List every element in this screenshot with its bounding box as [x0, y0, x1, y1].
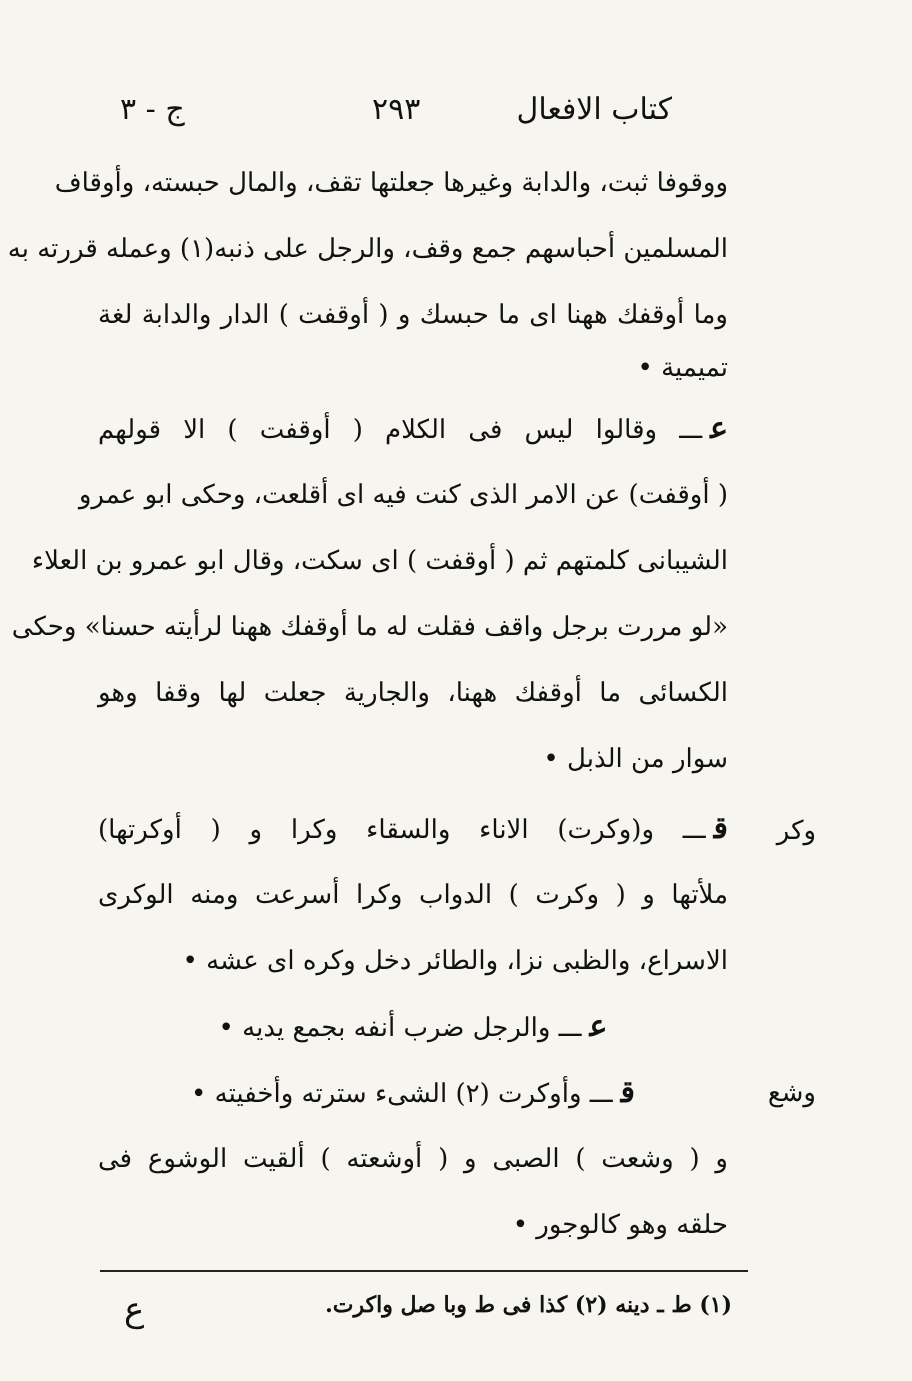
- body-text: [7, 150, 728, 1258]
- margin-root-word: وشع: [767, 1078, 816, 1108]
- text-line: الكسائى ما أوقفك ههنا، والجارية جعلت لها وقفا وهو: [98, 678, 728, 708]
- text-line: ( أوقفت) عن الامر الذى كنت فيه اى أقلعت، وحكى ابو عمرو: [78, 480, 728, 510]
- text-line: ملأتها و ( وكرت ) الدواب وكرا أسرعت ومنه الوكرى: [98, 880, 728, 910]
- section-marker: ع: [589, 1009, 608, 1044]
- section-marker: ق: [713, 811, 728, 846]
- text-line: عـــ والرجل ضرب أنفه بجمع يديه •: [218, 1009, 608, 1044]
- footnote: (١) ط ـ دينه (٢) كذا فى ط وبا صل واكرت.: [325, 1292, 732, 1318]
- text-line: قـــ و(وكرت) الاناء والسقاء وكرا و ( أوكرتها): [98, 811, 728, 846]
- text-line: «لو مررت برجل واقف فقلت له ما أوقفك ههنا لرأيته حسنا» وحكى: [11, 612, 728, 642]
- text-line: حلقه وهو كالوجور •: [512, 1210, 728, 1240]
- book-title: كتاب الافعال: [516, 92, 672, 127]
- text-line: و ( وشعت ) الصبى و ( أوشعته ) ألقيت الوشوع فى: [98, 1144, 728, 1174]
- text-line: سوار من الذبل •: [543, 744, 728, 774]
- section-marker: ق: [620, 1075, 635, 1110]
- text-line: تميمية •: [637, 353, 728, 383]
- text-line: المسلمين أحباسهم جمع وقف، والرجل على ذنبه(١) وعمله قررته به: [7, 234, 728, 264]
- margin-root-word: وكر: [776, 816, 816, 846]
- text-line: الشيبانى كلمتهم ثم ( أوقفت ) اى سكت، وقال ابو عمرو بن العلاء: [31, 546, 728, 576]
- footnote-divider: [100, 1270, 748, 1272]
- volume-label: ج - ٣: [120, 92, 185, 127]
- text-line: عـــ وقالوا ليس فى الكلام ( أوقفت ) الا قولهم: [98, 411, 728, 446]
- section-marker: ع: [710, 411, 728, 446]
- page-number: ٢٩٣: [372, 92, 421, 127]
- text-line: وما أوقفك ههنا اى ما حبسك و ( أوقفت ) الدار والدابة لغة: [98, 300, 728, 330]
- signature-mark: ع: [124, 1290, 145, 1330]
- text-line: الاسراع، والظبى نزا، والطائر دخل وكره اى عشه •: [182, 946, 728, 976]
- text-line: ووقوفا ثبت، والدابة وغيرها جعلتها تقف، والمال حبسته، وأوقاف: [54, 168, 728, 198]
- text-line: قـــ وأوكرت (٢) الشىء سترته وأخفيته •: [191, 1075, 635, 1110]
